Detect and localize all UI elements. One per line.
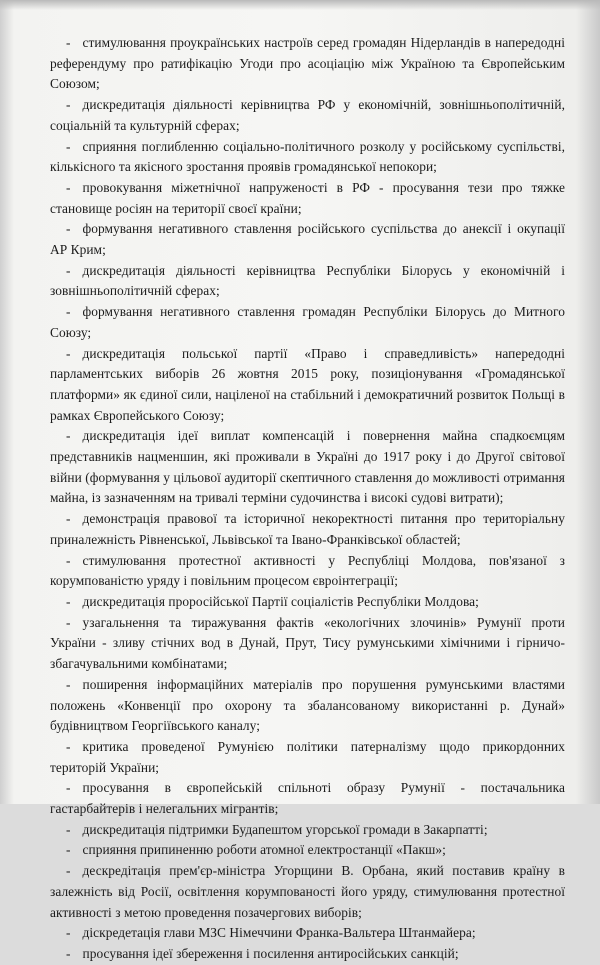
list-item: - формування негативного ставлення громадян Республіки Білорусь до Митного Союзу; bbox=[50, 304, 565, 340]
list-item: - просування в європейській спільноті образу Румунії - постачальника гастарбайтерів і нелегальних мігрантів; bbox=[50, 780, 565, 817]
list-item: - дискредитація проросійської Партії соціалістів Республіки Молдова; bbox=[66, 593, 479, 609]
document-body bbox=[50, 33, 565, 965]
list-item: - дiскредетація глави МЗС Німеччини Франка-Вальтера Штанмайера; bbox=[66, 925, 476, 941]
page-top-shadow bbox=[0, 0, 600, 10]
list-item: - формування негативного ставлення російського суспільства до анексії і окупації АР Крим; bbox=[50, 221, 565, 258]
list-item: - дискредитація підтримки Будапештом угорської громади в Закарпатті; bbox=[66, 821, 488, 837]
list-item: - критика проведеної Румунією політики патерналізму щодо прикордонних територій України; bbox=[50, 738, 565, 775]
list-item: - узагальнення та тиражування фактів «екологічних злочинів» Румунії проти України - зливу стічних вод в Дунай, Прут, Тису румунськими хімічними і гірничо-збагачувальними комбінатами; bbox=[50, 614, 565, 672]
list-item: - провокування міжетнічної напруженості в РФ - просування тези про тяжке становище росіян на території своєї країни; bbox=[50, 179, 565, 216]
list-item: - дискредитація польської партії «Право і справедливість» напередодні парламентських виборів 26 жовтня 2015 року, позиціонування «Громадянської платформи» як єдиної сили, націленої на стабільний і демократичний розвиток Польщі в рамках Європейського Союзу; bbox=[50, 345, 565, 423]
list-item: - стимулювання проукраїнських настроїв серед громадян Нідерландів в напередодні референдуму про ратифікацію Угоди про асоціацію між Україною та Європейським Союзом; bbox=[50, 35, 565, 92]
list-item: - поширення інформаційних матеріалів про порушення румунськими властями положень «Конвенції про охорону та збалансованому використанні р. Дунай» будівництвом Георгіївського каналу; bbox=[50, 676, 565, 734]
list-item: - дескредітація прем'єр-міністра Угорщини В. Орбана, який поставив країну в залежність від Росії, освітлення корумпованості його уряду, стимулювання протестної активності з метою проведення позачергових виборів; bbox=[50, 863, 565, 920]
list-item: - сприяння поглибленню соціально-політичного розколу у російському суспільстві, кількісного та якісного зростання проявів громадянської непокори; bbox=[50, 138, 565, 175]
list-item: - дискредитація діяльності керівництва РФ у економічній, зовнішньополітичній, соціальній та культурній сферах; bbox=[50, 97, 565, 133]
list-item: - дискредитація ідеї виплат компенсацій і повернення майна спадкоємцям представників нацменшин, які проживали в Україні до 1917 року і до Другої світової війни (формування у цільової аудиторії скептичного ставлення до можливості отримання майна, із зазначенням на тривалі терміни судочинства і високі судові витрати); bbox=[50, 428, 565, 506]
list-item: - стимулювання протестної активності у Республіці Молдова, пов'язаної з корумпованістю уряду і повільним процесом євроінтеграції; bbox=[50, 552, 565, 589]
list-item: - дискредитація діяльності керівництва Республіки Білорусь у економічній і зовнішньополітичній сферах; bbox=[50, 262, 565, 299]
list-item: - сприяння припиненню роботи атомної електростанції «Пакш»; bbox=[66, 842, 446, 858]
list-item: - просування ідеї збереження і посилення антиросійських санкцій; bbox=[66, 945, 459, 961]
list-item: - демонстрація правової та історичної некоректності питання про територіальну приналежність Рівненської, Львівської та Івано-Франківської областей; bbox=[50, 511, 565, 547]
